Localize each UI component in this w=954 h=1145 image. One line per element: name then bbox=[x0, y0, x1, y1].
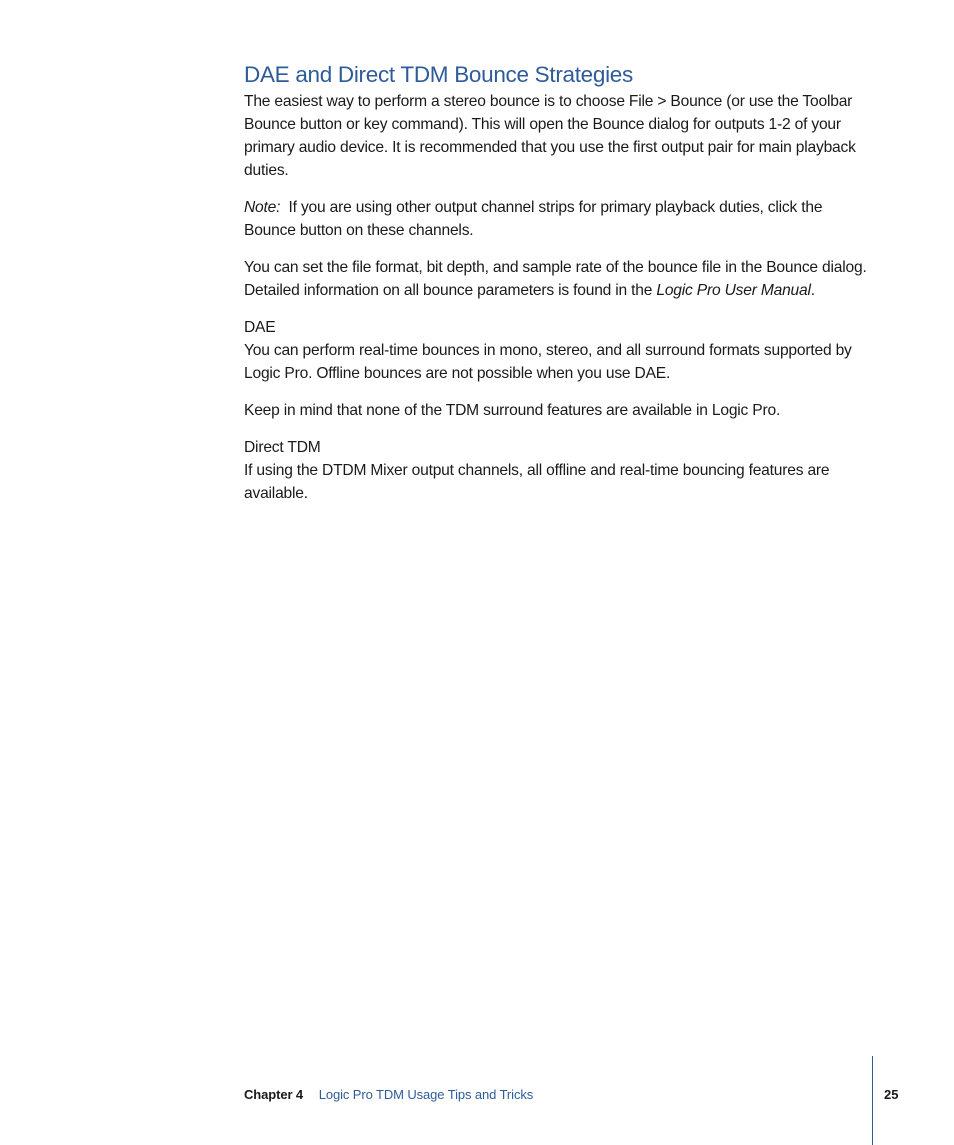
dae-paragraph-1: You can perform real-time bounces in mono, stereo, and all surround formats supported by Logic Pro. Offline bounces are not possible when you use DAE. bbox=[244, 342, 852, 382]
page-footer bbox=[244, 1085, 533, 1105]
settings-end: . bbox=[810, 282, 815, 299]
intro-paragraph: The easiest way to perform a stereo bounce is to choose File > Bounce (or use the Toolbar Bounce button or key command). This will open the Bounce dialog for outputs 1-2 of your primary audio device. It is recommended that you use the first output pair for main playback duties. bbox=[244, 93, 856, 179]
page-number: 25 bbox=[884, 1087, 899, 1102]
settings-text: You can set the file format, bit depth, and sample rate of the bounce file in the Bounce dialog. Detailed information on all bounce parameters is found in the bbox=[244, 259, 867, 299]
note-label: Note: bbox=[244, 199, 281, 216]
section-title: DAE and Direct TDM Bounce Strategies bbox=[244, 62, 633, 87]
manual-title: Logic Pro User Manual bbox=[656, 282, 811, 299]
direct-tdm-paragraph: If using the DTDM Mixer output channels, all offline and real-time bouncing features are available. bbox=[244, 462, 830, 502]
footer-chapter-title: Logic Pro TDM Usage Tips and Tricks bbox=[318, 1087, 534, 1102]
dae-heading: DAE bbox=[244, 319, 276, 336]
footer-chapter: Chapter 4 bbox=[244, 1087, 304, 1102]
note-paragraph bbox=[244, 196, 876, 242]
dae-paragraph-2: Keep in mind that none of the TDM surround features are available in Logic Pro. bbox=[244, 402, 781, 419]
page-content bbox=[244, 60, 876, 519]
direct-tdm-heading: Direct TDM bbox=[244, 439, 321, 456]
settings-paragraph bbox=[244, 256, 876, 302]
note-text: If you are using other output channel strips for primary playback duties, click the Bounce button on these channels. bbox=[244, 199, 823, 239]
footer-divider bbox=[872, 1056, 873, 1145]
